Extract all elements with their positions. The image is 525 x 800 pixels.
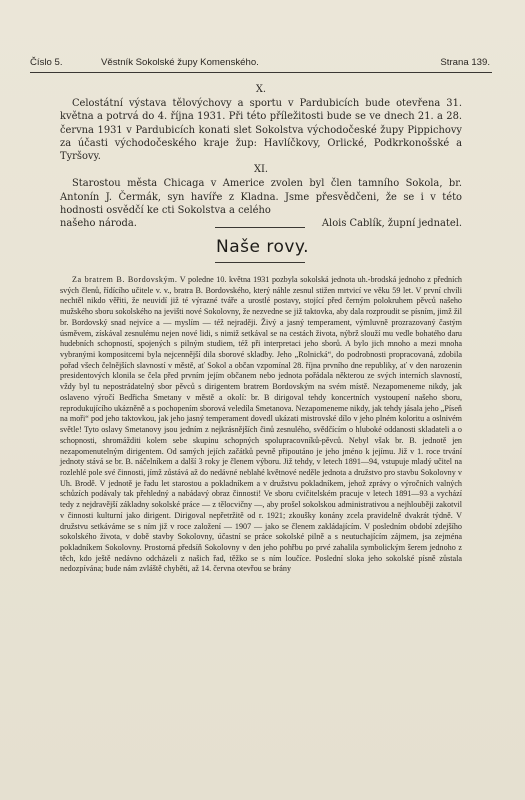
page-number: Strana 139.	[440, 57, 490, 68]
obituary-body: V poledne 10. května 1931 pozbyla sokolská jednota uh.-brodská jednoho z předních svých členů, řídícího učitele v. v., bratra B. Bordovského, který náhle zesnul stižen mrtvicí ve věku 59 let. V první chvíli nechtěl nikdo věřiti, že neuvidí již té výrazné tváře a urostlé postavy, stojící před černým polokruhem pěvců našeho mužského sboru sokolského na jevišti nové Sokolovny, že nezvedne se již taktovka, aby dala rozproudit se písním, jimž žil br. Bordovský snad nejvíce a — myslím — též nejraději. Živý a jasný temperament, výmluvně prozrazovaný častým úsměvem, získával zesnulému nejen nové lidi, s nimiž setkával se na cestách života, nýbrž slouží mu vedle bohatého daru hudebních schopností, spojených s pilným studiem, též při interpretaci jeho sborů. A bylo jich mnoho a mezi mnoha vybranými kompositcemi byla nejcennější dila sborové skladby. Jeho „Rolnická“, do podrobnosti propracovaná, zdobila pořad všech čelnějších slavností v městě, ať Sokol a občan vzpomínal 28. října prvního dne republiky, ať v den narozenin presidentových klonila se čela před prvním jejím občanem nebo jednota pořádala některou ze svých interních slavností, vždy byl tu nepostrádatelný sbor pěvců s dirigentem bratrem Bordovským na svém místě. Nezapomeneme nikdy, jak oslaveno výročí Bedřicha Smetany v městě a okolí: br. B dirigoval tehdy koncertních vystoupení našeho sboru, reprodukujícího ukázněně a s pochopením sborová veledíla Smetanova. Nezapomeneme nikdy, jak tehdy jásala jeho „Píseň na moři“ pod jeho taktovkou, jak jeho jasný temperament dovedl ukázati mistrovské dílo v jeho plném koloritu a oslnivém světle! Tyto oslavy Smetanovy jsou jedním z nejkrásnějších činů zesnulého, svědčícím o hluboké oddanosti skladateli a o schopnosti, shromážditi kolem sebe skupinu schopných spolupracovníků-pěvců. Nebyl však br. B. jednotě jen nezapomenutelným dirigentem. Od samých jejích začátků pevně připoutáno je jeho jméno k jejímu. Již v 1. roce trvání jednoty stává se br. B. náčelníkem a další 3 roky je členem výboru. Již tehdy, v letech 1891—94, vstupuje mladý učitel na rozlehlé pole své činnosti, jímž zůstává až do nedávné neblahé květnové neděle jednota a družstvo pro stavbu Sokolovny v Uh. Brodě. V jednotě je řadu let starostou a pokladníkem a v družstvu pokladníkem, jehož zprávy o výročních valných schůzích podávaly tak přehledný a nabádavý obraz činnosti! Ve sboru cvičitelském pracuje v letech 1891—93 a vychází tedy z nejdravější základny sokolské práce — z tělocvičny —, aby prošel sokolskou administrativou a nejhlouběji zakotvil v činnosti kulturní jako dirigent. Dirigoval nepřetržitě od r. 1921; zkoušky konány zcela pravidelně dvakrát týdně. V družstvu setkáváme se s ním již v roce založení — 1907 — jako se členem zakládajícím. V posledním období zdejšího sokolského života, v době stavby Sokolovny, účastní se práce sokolské pilně a s neutuchajícím zájmem, jsa zejména pokladníkem Sokolovny. Prostorná předsíň Sokolovny v den jeho pohřbu po prvé zahalila symbolickým šerem jednoho z těch, kdo ještě nedávno odcházeli z našich řad, těžko se s ním loučíce. Poslední sloka jeho sokolské písně zůstala nedozpívána; bude nám zvláště chyběti, až 14. června otevřou se brány	[60, 275, 462, 574]
announcements-block	[60, 83, 462, 230]
section-divider-top	[215, 227, 305, 228]
obituary-paragraph	[60, 275, 462, 575]
signature: Alois Cablík, župní jednatel.	[321, 218, 462, 230]
announcement-x-text: Celostátní výstava tělovýchovy a sportu v Pardubicích bude otevřena 31. května a potrvá do 4. října 1931. Při této příležitosti bude se ve dnech 21. a 28. června 1931 v Pardubicích konati slet Sokolstva východočeské župy Pippichovy za účasti východočeského kraje žup: Havlíčkovy, Orlické, Podkrkonošské a Tyršovy.	[60, 98, 462, 163]
announcement-closing-row	[60, 217, 462, 230]
journal-title: Věstník Sokolské župy Komenského.	[101, 57, 259, 68]
announcement-xi-text: Starostou města Chicaga v Americe zvolen byl člen tamního Sokola, br. Antonín J. Čermák, syn havíře z Kladna. Jsme přesvědčeni, že se i v této hodnosti osvědčí ke cti Sokolstva a celého	[60, 178, 462, 216]
running-header	[30, 57, 500, 71]
announcement-numeral-x: X.	[255, 84, 267, 95]
announcement-numeral-xi: XI.	[253, 164, 269, 176]
issue-number: Číslo 5.	[30, 57, 63, 68]
obituary-article	[60, 275, 462, 575]
announcement-xi-last-line: našeho národa.	[60, 218, 137, 230]
header-divider	[30, 72, 492, 73]
obituary-heading: Za bratrem B. Bordovským.	[72, 275, 178, 284]
section-divider-bottom	[215, 262, 305, 263]
section-title: Naše rovy.	[216, 237, 309, 257]
